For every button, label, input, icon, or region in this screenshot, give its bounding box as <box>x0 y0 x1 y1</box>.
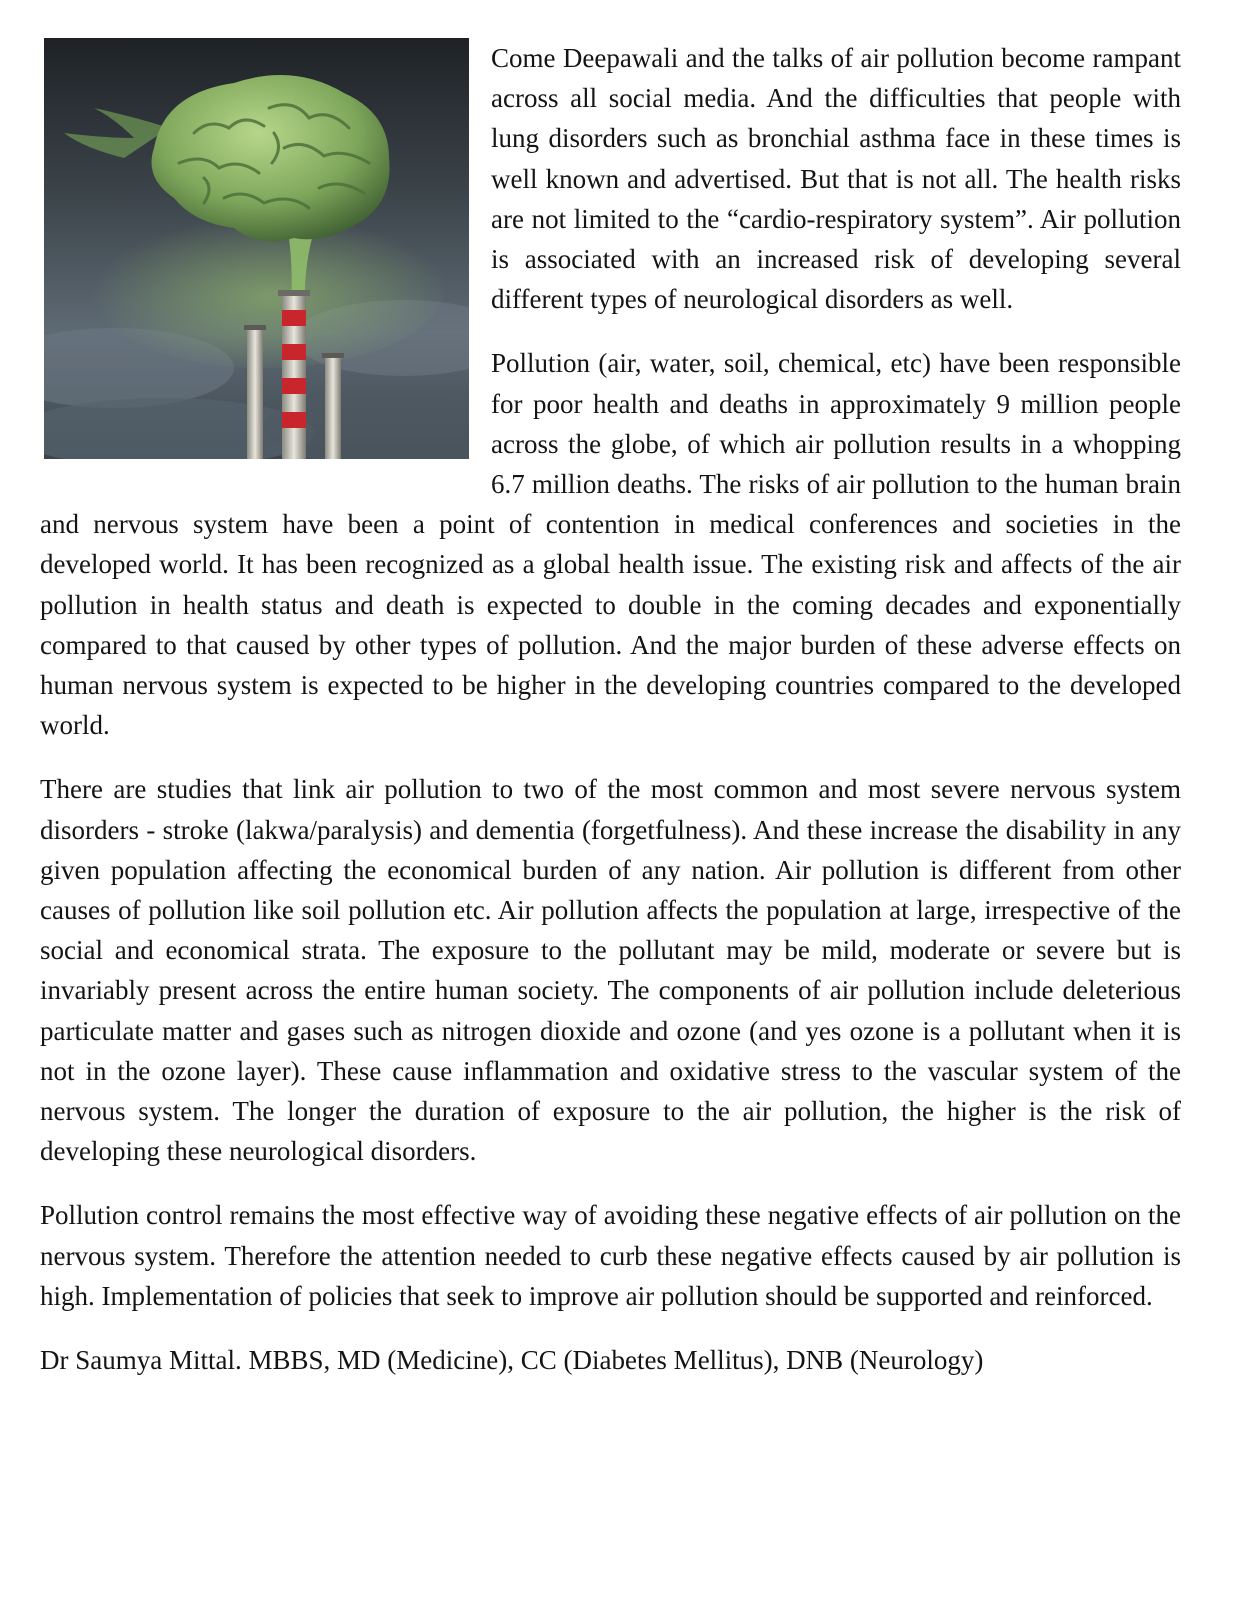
brain-smoke-illustration <box>44 38 469 459</box>
paragraph-pollution-deaths: Pollution (air, water, soil, chemical, etc) have been responsible for poor health and deaths in approximately 9 million people across the globe, of which air pollution results in a whopping 6.7 million deaths. The risks of air pollution to the human brain and nervous system have been a point of contention in medical conferences and societies in the developed world. It has been recognized as a global health issue. The existing risk and affects of the air pollution in health status and death is expected to double in the coming decades and exponentially compared to that caused by other types of pollution. And the major burden of these adverse effects on human nervous system is expected to be higher in the developing countries compared to the developed world. <box>40 348 1181 741</box>
author-signature: Dr Saumya Mittal. MBBS, MD (Medicine), CC (Diabetes Mellitus), DNB (Neurology) <box>40 1345 984 1376</box>
paragraph-intro: Come Deepawali and the talks of air pollution become rampant across all social media. And the difficulties that people with lung disorders such as bronchial asthma face in these times is well known and advertised. But that is not all. The health risks are not limited to the “cardio-respiratory system”. Air pollution is associated with an increased risk of developing several different types of neurological disorders as well. <box>491 43 1181 315</box>
paragraph-pollution-control: Pollution control remains the most effective way of avoiding these negative effects of air pollution on the nervous system. Therefore the attention needed to curb these negative effects caused by air pollution is high. Implementation of policies that seek to improve air pollution should be supported and reinforced. <box>40 1200 1181 1311</box>
paragraph-neurological-disorders: There are studies that link air pollution to two of the most common and most severe nervous system disorders - stroke (lakwa/paralysis) and dementia (forgetfulness). And these increase the disability in any given population affecting the economical burden of any nation. Air pollution is different from other causes of pollution like soil pollution etc. Air pollution affects the population at large, irrespective of the social and economical strata. The exposure to the pollutant may be mild, moderate or severe but is invariably present across the entire human society. The components of air pollution include deleterious particulate matter and gases such as nitrogen dioxide and ozone (and yes ozone is a pollutant when it is not in the ozone layer). These cause inflammation and oxidative stress to the vascular system of the nervous system. The longer the duration of exposure to the air pollution, the higher is the risk of developing these neurological disorders. <box>40 774 1181 1167</box>
article <box>40 38 1181 1404</box>
brain-shaped-smoke-from-chimneys-icon <box>44 38 469 459</box>
